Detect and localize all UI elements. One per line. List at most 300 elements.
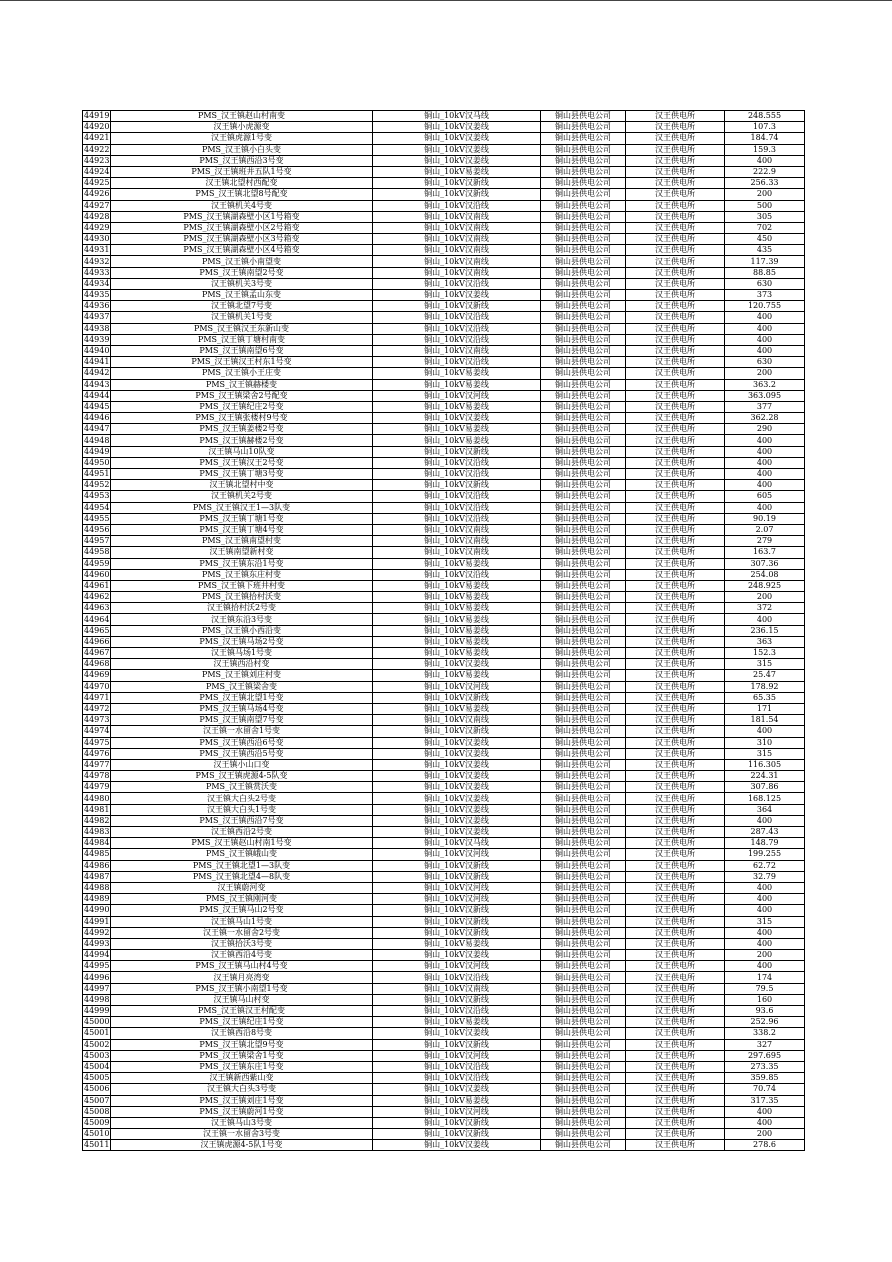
- cell-station: 汉王供电所: [626, 681, 725, 692]
- cell-capacity: 32.79: [725, 871, 805, 882]
- table-row: [83, 1028, 805, 1039]
- cell-station: 汉王供电所: [626, 379, 725, 390]
- cell-transformer-name: 汉王镇西沿2号变: [111, 827, 373, 838]
- cell-transformer-name: 汉王镇西沿4号变: [111, 950, 373, 961]
- cell-station: 汉王供电所: [626, 345, 725, 356]
- cell-company: 铜山县供电公司: [541, 256, 626, 267]
- table-row: [83, 614, 805, 625]
- cell-transformer-name: 汉王镇西沿8号变: [111, 1028, 373, 1039]
- cell-id: 45007: [84, 1095, 110, 1105]
- cell-line: 铜山_10kV汉新线: [373, 189, 541, 200]
- cell-transformer-name: 汉王镇南望新村变: [111, 547, 373, 558]
- cell-station: 汉王供电所: [626, 469, 725, 480]
- cell-transformer-name: 汉王镇新西紫山变: [111, 1073, 373, 1084]
- cell-station: 汉王供电所: [626, 603, 725, 614]
- table-row: [83, 692, 805, 703]
- cell-transformer-name: PMS_汉王镇北望8号配变: [111, 189, 373, 200]
- table-row: [83, 938, 805, 949]
- cell-id: 44919: [84, 111, 110, 121]
- cell-id: 44999: [84, 1006, 110, 1016]
- cell-transformer-name: PMS_汉王镇拾村沃变: [111, 592, 373, 603]
- table-row: [83, 200, 805, 211]
- cell-capacity: 70.74: [725, 1084, 805, 1095]
- cell-id: 44925: [84, 178, 110, 188]
- table-row: [83, 994, 805, 1005]
- cell-id: 44975: [84, 737, 110, 747]
- cell-transformer-name: PMS_汉王镇湖森壁小区1号箱变: [111, 211, 373, 222]
- cell-station: 汉王供电所: [626, 804, 725, 815]
- cell-transformer-name: PMS_汉王镇湖森壁小区4号箱变: [111, 245, 373, 256]
- table-row: [83, 133, 805, 144]
- cell-company: 铜山县供电公司: [541, 345, 626, 356]
- cell-transformer-name: PMS_汉王镇小白头变: [111, 144, 373, 155]
- cell-line: 铜山_10kV易姜线: [373, 670, 541, 681]
- cell-line: 铜山_10kV易姜线: [373, 379, 541, 390]
- cell-id: 44935: [84, 290, 110, 300]
- cell-capacity: 163.7: [725, 547, 805, 558]
- cell-line: 铜山_10kV易姜线: [373, 648, 541, 659]
- cell-company: 铜山县供电公司: [541, 1017, 626, 1028]
- table-row: [83, 457, 805, 468]
- table-row: [83, 1061, 805, 1072]
- cell-line: 铜山_10kV汉南线: [373, 345, 541, 356]
- cell-capacity: 400: [725, 1117, 805, 1128]
- table-row: [83, 323, 805, 334]
- cell-line: 铜山_10kV汉姜线: [373, 1084, 541, 1095]
- cell-id: 44955: [84, 513, 110, 523]
- cell-company: 铜山县供电公司: [541, 905, 626, 916]
- cell-transformer-name: PMS_汉王镇西沿7号变: [111, 815, 373, 826]
- cell-transformer-name: 汉王镇北望7号变: [111, 301, 373, 312]
- table-row: [83, 290, 805, 301]
- cell-company: 铜山县供电公司: [541, 726, 626, 737]
- cell-company: 铜山县供电公司: [541, 1106, 626, 1117]
- cell-id: 44960: [84, 569, 110, 579]
- cell-capacity: 400: [725, 446, 805, 457]
- cell-company: 铜山县供电公司: [541, 759, 626, 770]
- cell-company: 铜山县供电公司: [541, 636, 626, 647]
- cell-company: 铜山县供电公司: [541, 1039, 626, 1050]
- cell-capacity: 93.6: [725, 1006, 805, 1017]
- cell-company: 铜山县供电公司: [541, 871, 626, 882]
- table-row: [83, 636, 805, 647]
- cell-company: 铜山县供电公司: [541, 916, 626, 927]
- cell-line: 铜山_10kV汉姜线: [373, 122, 541, 133]
- cell-capacity: 200: [725, 368, 805, 379]
- cell-line: 铜山_10kV易姜线: [373, 1017, 541, 1028]
- cell-capacity: 315: [725, 748, 805, 759]
- cell-transformer-name: PMS_汉王镇丁塘村南变: [111, 334, 373, 345]
- cell-transformer-name: 汉王镇一水留舍1号变: [111, 726, 373, 737]
- cell-line: 铜山_10kV汉河线: [373, 390, 541, 401]
- cell-id: 44984: [84, 838, 110, 848]
- cell-id: 44991: [84, 916, 110, 926]
- table-row: [83, 580, 805, 591]
- cell-capacity: 273.35: [725, 1061, 805, 1072]
- cell-company: 铜山县供电公司: [541, 401, 626, 412]
- table-row: [83, 424, 805, 435]
- cell-id: 44945: [84, 401, 110, 411]
- cell-line: 铜山_10kV汉新线: [373, 905, 541, 916]
- table-row: [83, 715, 805, 726]
- cell-line: 铜山_10kV汉沿线: [373, 469, 541, 480]
- table-row: [83, 804, 805, 815]
- cell-line: 铜山_10kV汉新线: [373, 178, 541, 189]
- cell-capacity: 252.96: [725, 1017, 805, 1028]
- cell-id: 44981: [84, 804, 110, 814]
- cell-station: 汉王供电所: [626, 972, 725, 983]
- cell-id: 44964: [84, 614, 110, 624]
- cell-station: 汉王供电所: [626, 905, 725, 916]
- cell-capacity: 400: [725, 312, 805, 323]
- cell-id: 44978: [84, 771, 110, 781]
- cell-company: 铜山县供电公司: [541, 592, 626, 603]
- cell-transformer-name: 汉王镇大白头2号变: [111, 793, 373, 804]
- table-row: [83, 1050, 805, 1061]
- cell-id: 44946: [84, 413, 110, 423]
- table-row: [83, 972, 805, 983]
- table-row: [83, 267, 805, 278]
- table-row: [83, 782, 805, 793]
- cell-id: 44992: [84, 927, 110, 937]
- cell-company: 铜山县供电公司: [541, 994, 626, 1005]
- cell-transformer-name: PMS_汉王镇纪庄1号变: [111, 1017, 373, 1028]
- cell-id: 44921: [84, 133, 110, 143]
- cell-capacity: 400: [725, 882, 805, 893]
- cell-transformer-name: PMS_汉王镇赏沃变: [111, 782, 373, 793]
- cell-line: 铜山_10kV汉南线: [373, 211, 541, 222]
- cell-line: 铜山_10kV汉南线: [373, 536, 541, 547]
- cell-station: 汉王供电所: [626, 961, 725, 972]
- table-row: [83, 771, 805, 782]
- cell-transformer-name: PMS_汉王镇赵山村南变: [111, 111, 373, 122]
- cell-line: 铜山_10kV汉姜线: [373, 1140, 541, 1151]
- table-row: [83, 558, 805, 569]
- table-row: [83, 927, 805, 938]
- cell-id: 44938: [84, 323, 110, 333]
- cell-station: 汉王供电所: [626, 513, 725, 524]
- table-row: [83, 1117, 805, 1128]
- cell-station: 汉王供电所: [626, 312, 725, 323]
- cell-company: 铜山县供电公司: [541, 815, 626, 826]
- cell-company: 铜山县供电公司: [541, 849, 626, 860]
- cell-capacity: 450: [725, 234, 805, 245]
- table-row: [83, 334, 805, 345]
- cell-id: 44956: [84, 525, 110, 535]
- cell-capacity: 359.85: [725, 1073, 805, 1084]
- cell-company: 铜山县供电公司: [541, 793, 626, 804]
- cell-line: 铜山_10kV汉南线: [373, 547, 541, 558]
- table-row: [83, 155, 805, 166]
- cell-line: 铜山_10kV汉新线: [373, 1039, 541, 1050]
- cell-station: 汉王供电所: [626, 536, 725, 547]
- table-row: [83, 1140, 805, 1151]
- cell-company: 铜山县供电公司: [541, 491, 626, 502]
- cell-capacity: 224.31: [725, 771, 805, 782]
- table-row: [83, 368, 805, 379]
- cell-id: 44947: [84, 424, 110, 434]
- cell-line: 铜山_10kV汉姜线: [373, 771, 541, 782]
- cell-id: 44948: [84, 435, 110, 445]
- cell-line: 铜山_10kV汉新线: [373, 480, 541, 491]
- cell-transformer-name: PMS_汉王镇下班井村变: [111, 580, 373, 591]
- cell-transformer-name: 汉王镇西沿村变: [111, 659, 373, 670]
- cell-id: 44990: [84, 905, 110, 915]
- cell-capacity: 338.2: [725, 1028, 805, 1039]
- cell-line: 铜山_10kV汉南线: [373, 234, 541, 245]
- cell-id: 45003: [84, 1050, 110, 1060]
- cell-capacity: 400: [725, 334, 805, 345]
- cell-company: 铜山县供电公司: [541, 524, 626, 535]
- cell-capacity: 363: [725, 636, 805, 647]
- cell-transformer-name: 汉王镇虎源4-5队1号变: [111, 1140, 373, 1151]
- cell-id: 44994: [84, 950, 110, 960]
- cell-company: 铜山县供电公司: [541, 390, 626, 401]
- table-row: [83, 882, 805, 893]
- cell-line: 铜山_10kV易姜线: [373, 703, 541, 714]
- cell-transformer-name: 汉王镇机关2号变: [111, 491, 373, 502]
- cell-id: 44989: [84, 894, 110, 904]
- cell-line: 铜山_10kV汉沿线: [373, 491, 541, 502]
- cell-capacity: 152.3: [725, 648, 805, 659]
- cell-transformer-name: 汉王镇一水留舍2号变: [111, 927, 373, 938]
- cell-capacity: 400: [725, 894, 805, 905]
- cell-id: 44972: [84, 704, 110, 714]
- cell-company: 铜山县供电公司: [541, 446, 626, 457]
- cell-id: 44959: [84, 558, 110, 568]
- cell-id: 44979: [84, 782, 110, 792]
- table-row: [83, 860, 805, 871]
- cell-line: 铜山_10kV汉新线: [373, 916, 541, 927]
- table-row: [83, 144, 805, 155]
- cell-id: 44969: [84, 670, 110, 680]
- cell-line: 铜山_10kV易姜线: [373, 558, 541, 569]
- cell-station: 汉王供电所: [626, 994, 725, 1005]
- cell-transformer-name: PMS_汉王镇丁塘1号变: [111, 513, 373, 524]
- table-row: [83, 491, 805, 502]
- cell-transformer-name: PMS_汉王镇北望9号变: [111, 1039, 373, 1050]
- cell-company: 铜山县供电公司: [541, 703, 626, 714]
- cell-transformer-name: PMS_汉王镇张楼村9号变: [111, 413, 373, 424]
- cell-company: 铜山县供电公司: [541, 312, 626, 323]
- cell-station: 汉王供电所: [626, 166, 725, 177]
- cell-station: 汉王供电所: [626, 670, 725, 681]
- table-row: [83, 166, 805, 177]
- cell-company: 铜山县供电公司: [541, 424, 626, 435]
- cell-transformer-name: PMS_汉王镇马山2号变: [111, 905, 373, 916]
- cell-id: 44926: [84, 189, 110, 199]
- cell-capacity: 181.54: [725, 715, 805, 726]
- cell-station: 汉王供电所: [626, 368, 725, 379]
- cell-capacity: 248.925: [725, 580, 805, 591]
- cell-id: 44977: [84, 759, 110, 769]
- cell-line: 铜山_10kV汉姜线: [373, 659, 541, 670]
- cell-capacity: 65.35: [725, 692, 805, 703]
- cell-id: 44920: [84, 122, 110, 132]
- cell-station: 汉王供电所: [626, 748, 725, 759]
- cell-id: 44943: [84, 379, 110, 389]
- cell-company: 铜山县供电公司: [541, 625, 626, 636]
- cell-station: 汉王供电所: [626, 659, 725, 670]
- cell-transformer-name: 汉王镇机关4号变: [111, 200, 373, 211]
- cell-id: 45005: [84, 1073, 110, 1083]
- cell-id: 44958: [84, 547, 110, 557]
- cell-station: 汉王供电所: [626, 983, 725, 994]
- cell-station: 汉王供电所: [626, 290, 725, 301]
- cell-capacity: 372: [725, 603, 805, 614]
- cell-line: 铜山_10kV汉新线: [373, 726, 541, 737]
- cell-station: 汉王供电所: [626, 424, 725, 435]
- cell-company: 铜山县供电公司: [541, 1140, 626, 1151]
- cell-station: 汉王供电所: [626, 636, 725, 647]
- cell-station: 汉王供电所: [626, 245, 725, 256]
- cell-company: 铜山县供电公司: [541, 245, 626, 256]
- cell-capacity: 435: [725, 245, 805, 256]
- cell-station: 汉王供电所: [626, 200, 725, 211]
- cell-line: 铜山_10kV易姜线: [373, 435, 541, 446]
- table-row: [83, 111, 805, 122]
- table-row: [83, 122, 805, 133]
- cell-transformer-name: 汉王镇马山3号变: [111, 1117, 373, 1128]
- cell-line: 铜山_10kV汉沿线: [373, 972, 541, 983]
- cell-id: 44933: [84, 267, 110, 277]
- cell-capacity: 79.5: [725, 983, 805, 994]
- table-row: [83, 245, 805, 256]
- cell-capacity: 307.36: [725, 558, 805, 569]
- cell-line: 铜山_10kV汉姜线: [373, 290, 541, 301]
- cell-company: 铜山县供电公司: [541, 838, 626, 849]
- cell-capacity: 400: [725, 469, 805, 480]
- cell-transformer-name: PMS_汉王镇姜楼2号变: [111, 424, 373, 435]
- cell-company: 铜山县供电公司: [541, 1050, 626, 1061]
- cell-line: 铜山_10kV易姜线: [373, 592, 541, 603]
- cell-company: 铜山县供电公司: [541, 323, 626, 334]
- cell-id: 44993: [84, 938, 110, 948]
- cell-station: 汉王供电所: [626, 301, 725, 312]
- cell-id: 44950: [84, 457, 110, 467]
- cell-capacity: 248.555: [725, 111, 805, 122]
- cell-line: 铜山_10kV汉河线: [373, 894, 541, 905]
- table-row: [83, 446, 805, 457]
- cell-capacity: 400: [725, 815, 805, 826]
- cell-id: 44968: [84, 659, 110, 669]
- cell-station: 汉王供电所: [626, 860, 725, 871]
- cell-company: 铜山县供电公司: [541, 692, 626, 703]
- cell-transformer-name: 汉王镇一水留舍3号变: [111, 1129, 373, 1140]
- cell-company: 铜山县供电公司: [541, 938, 626, 949]
- cell-company: 铜山县供电公司: [541, 748, 626, 759]
- cell-transformer-name: PMS_汉王镇赵山村南1号变: [111, 838, 373, 849]
- cell-company: 铜山县供电公司: [541, 1006, 626, 1017]
- cell-company: 铜山县供电公司: [541, 1095, 626, 1106]
- cell-capacity: 174: [725, 972, 805, 983]
- table-row: [83, 759, 805, 770]
- cell-capacity: 62.72: [725, 860, 805, 871]
- cell-line: 铜山_10kV汉姜线: [373, 144, 541, 155]
- cell-id: 44961: [84, 580, 110, 590]
- cell-station: 汉王供电所: [626, 1017, 725, 1028]
- cell-company: 铜山县供电公司: [541, 681, 626, 692]
- cell-station: 汉王供电所: [626, 502, 725, 513]
- cell-id: 45001: [84, 1028, 110, 1038]
- cell-company: 铜山县供电公司: [541, 200, 626, 211]
- cell-company: 铜山县供电公司: [541, 155, 626, 166]
- cell-line: 铜山_10kV汉沿线: [373, 357, 541, 368]
- cell-line: 铜山_10kV易姜线: [373, 580, 541, 591]
- cell-id: 44928: [84, 211, 110, 221]
- cell-station: 汉王供电所: [626, 357, 725, 368]
- cell-transformer-name: PMS_汉王镇虎源4-5队变: [111, 771, 373, 782]
- cell-id: 44940: [84, 346, 110, 356]
- cell-line: 铜山_10kV汉马线: [373, 111, 541, 122]
- cell-station: 汉王供电所: [626, 1061, 725, 1072]
- cell-transformer-name: PMS_汉王镇南望6号变: [111, 345, 373, 356]
- cell-transformer-name: 汉王镇大白头3号变: [111, 1084, 373, 1095]
- cell-line: 铜山_10kV汉沿线: [373, 502, 541, 513]
- cell-capacity: 200: [725, 950, 805, 961]
- cell-id: 44931: [84, 245, 110, 255]
- cell-station: 汉王供电所: [626, 278, 725, 289]
- cell-station: 汉王供电所: [626, 189, 725, 200]
- cell-station: 汉王供电所: [626, 737, 725, 748]
- table-row: [83, 950, 805, 961]
- cell-capacity: 279: [725, 536, 805, 547]
- cell-transformer-name: PMS_汉王镇北望4—8队变: [111, 871, 373, 882]
- cell-company: 铜山县供电公司: [541, 234, 626, 245]
- cell-transformer-name: PMS_汉王镇湖森壁小区3号箱变: [111, 234, 373, 245]
- cell-company: 铜山县供电公司: [541, 435, 626, 446]
- cell-station: 汉王供电所: [626, 144, 725, 155]
- cell-id: 44937: [84, 312, 110, 322]
- cell-station: 汉王供电所: [626, 759, 725, 770]
- cell-capacity: 200: [725, 592, 805, 603]
- cell-capacity: 377: [725, 401, 805, 412]
- table-row: [83, 659, 805, 670]
- cell-transformer-name: PMS_汉王镇蔚河1号变: [111, 1106, 373, 1117]
- cell-company: 铜山县供电公司: [541, 144, 626, 155]
- cell-company: 铜山县供电公司: [541, 222, 626, 233]
- cell-line: 铜山_10kV汉姜线: [373, 793, 541, 804]
- cell-capacity: 327: [725, 1039, 805, 1050]
- cell-line: 铜山_10kV汉姜线: [373, 748, 541, 759]
- table-row: [83, 547, 805, 558]
- cell-station: 汉王供电所: [626, 1106, 725, 1117]
- cell-company: 铜山县供电公司: [541, 513, 626, 524]
- cell-station: 汉王供电所: [626, 580, 725, 591]
- cell-capacity: 363.095: [725, 390, 805, 401]
- cell-company: 铜山县供电公司: [541, 413, 626, 424]
- table-row: [83, 670, 805, 681]
- cell-station: 汉王供电所: [626, 222, 725, 233]
- cell-company: 铜山县供电公司: [541, 290, 626, 301]
- cell-capacity: 25.47: [725, 670, 805, 681]
- cell-capacity: 88.85: [725, 267, 805, 278]
- cell-id: 44939: [84, 334, 110, 344]
- cell-id: 44962: [84, 592, 110, 602]
- cell-capacity: 400: [725, 480, 805, 491]
- cell-transformer-name: 汉王镇拾沃3号变: [111, 938, 373, 949]
- cell-company: 铜山县供电公司: [541, 301, 626, 312]
- cell-transformer-name: PMS_汉王镇东沿1号变: [111, 558, 373, 569]
- cell-id: 44998: [84, 994, 110, 1004]
- cell-line: 铜山_10kV汉南线: [373, 267, 541, 278]
- cell-id: 44996: [84, 972, 110, 982]
- cell-id: 45010: [84, 1129, 110, 1139]
- cell-line: 铜山_10kV汉姜线: [373, 759, 541, 770]
- table-row: [83, 1017, 805, 1028]
- table-row: [83, 1039, 805, 1050]
- table-row: [83, 916, 805, 927]
